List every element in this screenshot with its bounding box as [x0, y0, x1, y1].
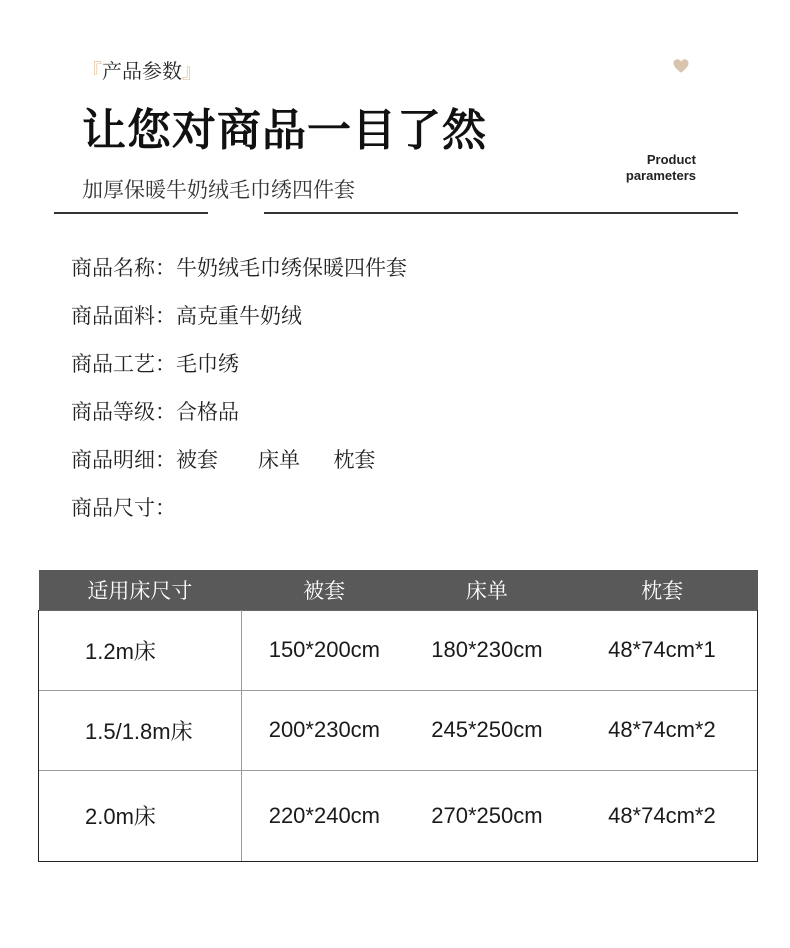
- spec-value: 高克重牛奶绒: [176, 304, 302, 328]
- cell-duvet-cover: 200*230cm: [241, 690, 407, 770]
- spec-row-craft: [71, 348, 239, 378]
- table-header-row: [39, 570, 758, 610]
- cell-bed-size: 1.2m床: [39, 610, 242, 690]
- divider-right: [264, 212, 738, 214]
- header-bed-size: 适用床尺寸: [39, 570, 242, 610]
- english-caption: [612, 152, 696, 184]
- spec-value: 合格品: [176, 400, 239, 424]
- page-subtitle: 加厚保暖牛奶绒毛巾绣四件套: [82, 178, 355, 202]
- english-caption-line-1: Product: [646, 152, 696, 167]
- table-row: [39, 690, 758, 770]
- spec-value: 毛巾绣: [176, 352, 239, 376]
- english-caption-line-2: parameters: [625, 168, 696, 183]
- spec-row-contents: [71, 444, 375, 474]
- spec-label: 商品面料：: [71, 304, 176, 328]
- header-pillowcase: 枕套: [567, 570, 758, 610]
- spec-label: 商品等级：: [71, 400, 176, 424]
- tag-open-bracket: 『: [82, 59, 102, 83]
- spec-row-grade: [71, 396, 239, 426]
- tag-text: 产品参数: [102, 59, 182, 83]
- cell-duvet-cover: 220*240cm: [241, 770, 407, 861]
- spec-label: 商品工艺：: [71, 352, 176, 376]
- section-tag: [82, 55, 202, 84]
- spec-label: 商品名称：: [71, 256, 176, 280]
- cell-pillowcase: 48*74cm*2: [567, 690, 758, 770]
- cell-bed-sheet: 180*230cm: [407, 610, 567, 690]
- spec-row-fabric: [71, 300, 302, 330]
- header-duvet-cover: 被套: [241, 570, 407, 610]
- size-table: [38, 570, 758, 862]
- spec-row-size: [71, 492, 176, 522]
- spec-label: 商品尺寸：: [71, 496, 176, 520]
- spec-value: 被套 床单 枕套: [176, 448, 376, 472]
- cell-duvet-cover: 150*200cm: [241, 610, 407, 690]
- cell-bed-sheet: 270*250cm: [407, 770, 567, 861]
- cell-bed-sheet: 245*250cm: [407, 690, 567, 770]
- cell-bed-size: 2.0m床: [39, 770, 242, 861]
- spec-row-name: [71, 252, 407, 282]
- cell-bed-size: 1.5/1.8m床: [39, 690, 242, 770]
- page-title: 让您对商品一目了然: [82, 105, 487, 156]
- table-row: [39, 610, 758, 690]
- cell-pillowcase: 48*74cm*1: [567, 610, 758, 690]
- table-row: [39, 770, 758, 861]
- header-bed-sheet: 床单: [407, 570, 567, 610]
- cell-pillowcase: 48*74cm*2: [567, 770, 758, 861]
- tag-close-bracket: 』: [182, 59, 202, 83]
- spec-value: 牛奶绒毛巾绣保暖四件套: [176, 256, 407, 280]
- heart-icon: [672, 57, 690, 75]
- spec-label: 商品明细：: [71, 448, 176, 472]
- divider-left: [54, 212, 208, 214]
